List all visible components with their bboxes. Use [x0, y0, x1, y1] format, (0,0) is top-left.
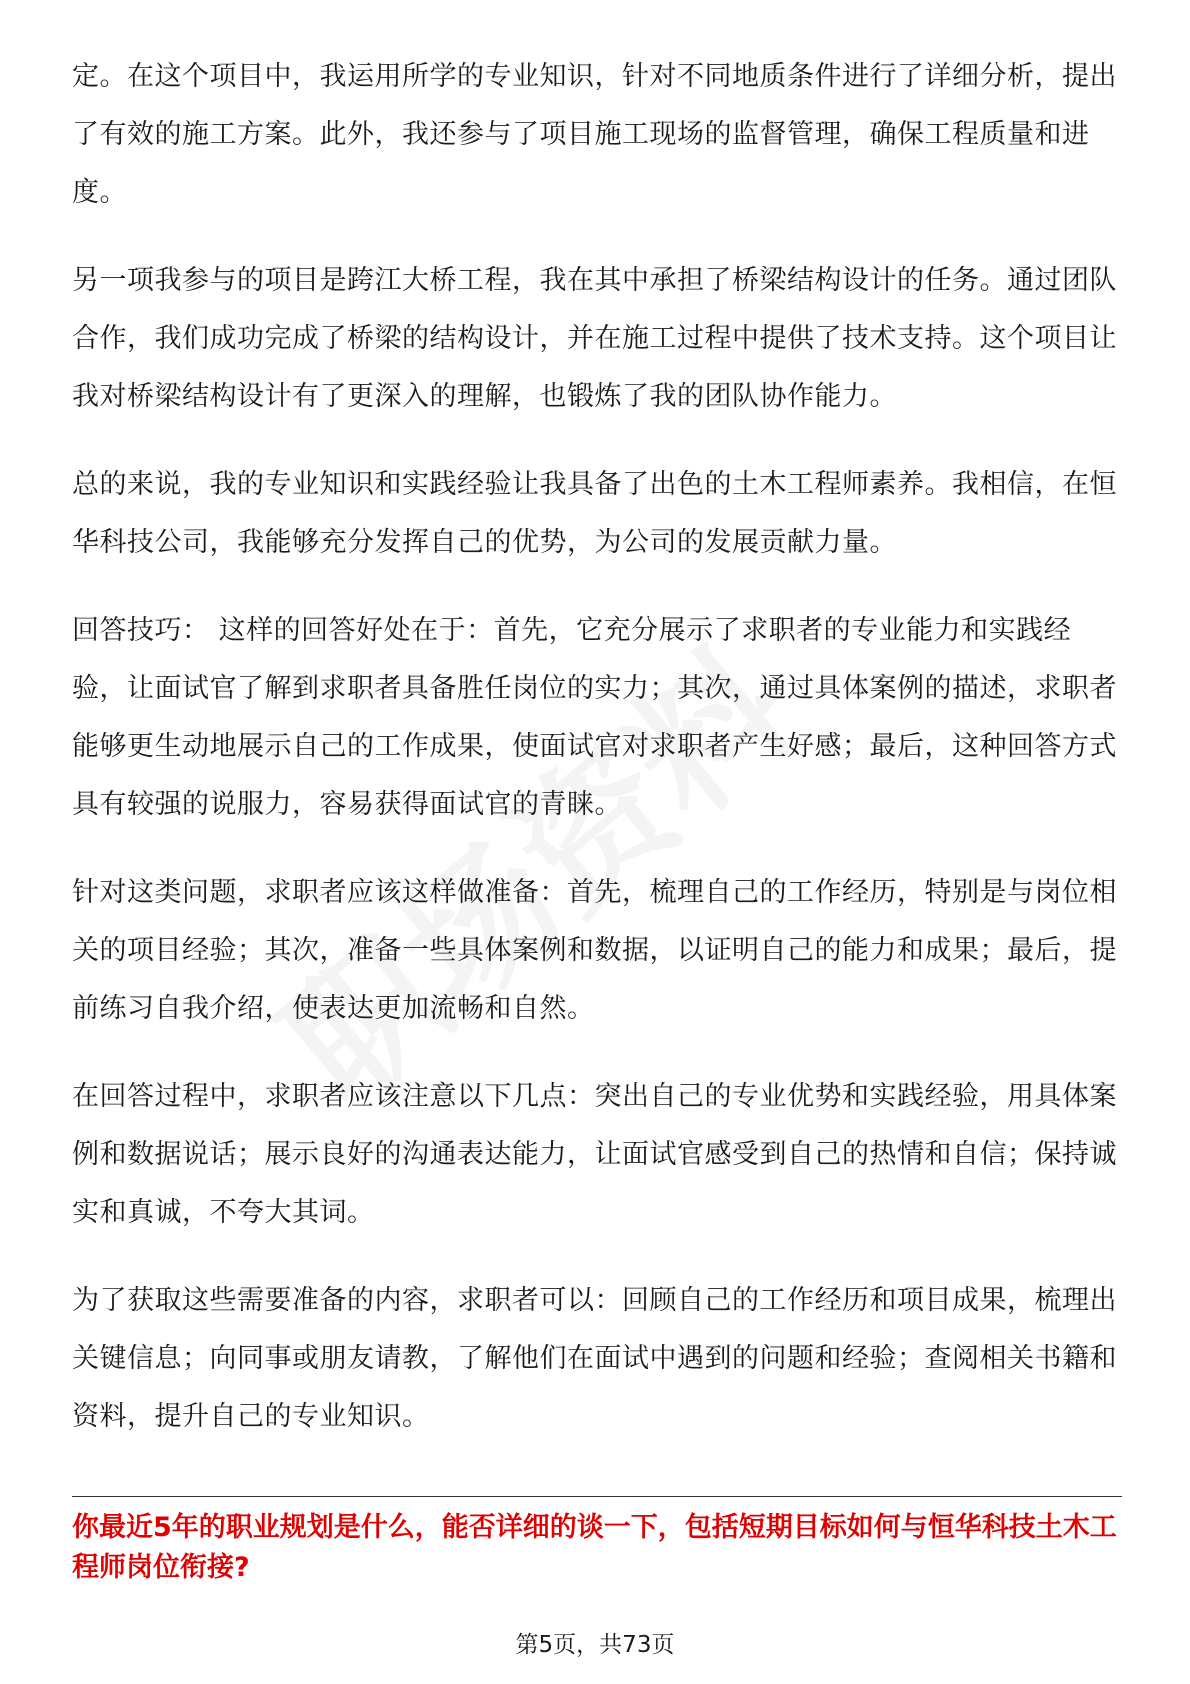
section-divider	[72, 1496, 1122, 1497]
paragraph-summary: 总的来说，我的专业知识和实践经验让我具备了出色的土木工程师素养。我相信，在恒华科技公司，我能够充分发挥自己的优势，为公司的发展贡献力量。	[72, 469, 1117, 558]
page-number: 第5页，共73页	[515, 1632, 675, 1658]
paragraph-answer-notes: 在回答过程中，求职者应该注意以下几点：突出自己的专业优势和实践经验，用具体案例和数据说话；展示良好的沟通表达能力，让面试官感受到自己的热情和自信；保持诚实和真诚，不夸大其词。	[72, 1081, 1117, 1228]
paragraph-answer-tips: 回答技巧： 这样的回答好处在于：首先，它充分展示了求职者的专业能力和实践经验，让面试官了解到求职者具备胜任岗位的实力；其次，通过具体案例的描述，求职者能够更生动地展示自己的工作成果，使面试官对求职者产生好感；最后，这种回答方式具有较强的说服力，容易获得面试官的青睐。	[72, 615, 1117, 820]
document-body	[72, 48, 1122, 1476]
paragraph-gather-content: 为了获取这些需要准备的内容，求职者可以：回顾自己的工作经历和项目成果，梳理出关键信息；向同事或朋友请教，了解他们在面试中遇到的问题和经验；查阅相关书籍和资料，提升自己的专业知识。	[72, 1285, 1117, 1432]
interview-question: 你最近5年的职业规划是什么，能否详细的谈一下，包括短期目标如何与恒华科技土木工程师岗位衔接?	[72, 1512, 1117, 1583]
paragraph-bridge-project: 另一项我参与的项目是跨江大桥工程，我在其中承担了桥梁结构设计的任务。通过团队合作，我们成功完成了桥梁的结构设计，并在施工过程中提供了技术支持。这个项目让我对桥梁结构设计有了更深入的理解，也锻炼了我的团队协作能力。	[72, 265, 1117, 412]
paragraph-project-continuation: 定。在这个项目中，我运用所学的专业知识，针对不同地质条件进行了详细分析，提出了有效的施工方案。此外，我还参与了项目施工现场的监督管理，确保工程质量和进度。	[72, 61, 1117, 208]
paragraph-preparation: 针对这类问题，求职者应该这样做准备：首先，梳理自己的工作经历，特别是与岗位相关的项目经验；其次，准备一些具体案例和数据，以证明自己的能力和成果；最后，提前练习自我介绍，使表达更加流畅和自然。	[72, 877, 1117, 1024]
